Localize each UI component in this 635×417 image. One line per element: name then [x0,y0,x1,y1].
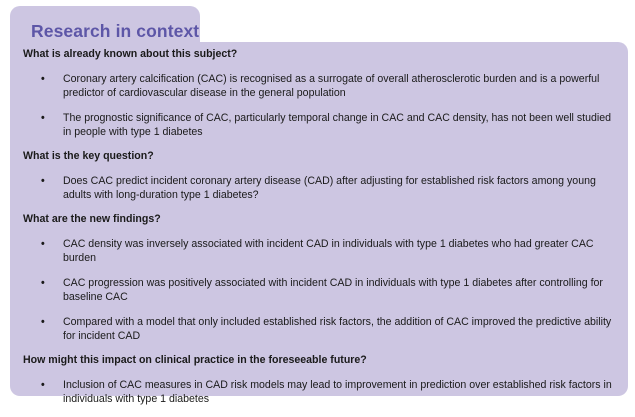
section-heading-known: What is already known about this subject? [23,48,238,60]
bullet-text: Inclusion of CAC measures in CAD risk models may lead to improvement in prediction over established risk factors in individuals with type 1 diabetes [63,379,612,405]
panel-content [23,47,621,417]
list-item [23,111,621,139]
bullet-dot: • [41,379,45,391]
list-item [23,276,621,304]
bullet-dot: • [41,238,45,250]
key-question-bullet-list [23,174,621,202]
section-heading-new-findings: What are the new findings? [23,213,161,225]
bullet-text: Coronary artery calcification (CAC) is recognised as a surrogate of overall atherosclerotic burden and is a powerful predictor of cardiovascular disease in the general population [63,73,600,99]
list-item [23,315,621,343]
section-heading-key-question: What is the key question? [23,150,154,162]
bullet-text: Compared with a model that only included established risk factors, the addition of CAC improved the predictive ability for incident CAD [63,316,612,342]
list-item [23,237,621,265]
bullet-text: Does CAC predict incident coronary artery disease (CAD) after adjusting for established risk factors among young adults with long-duration type 1 diabetes? [63,175,596,201]
bullet-dot: • [41,277,45,289]
new-findings-bullet-list [23,237,621,343]
bullet-dot: • [41,175,45,187]
known-bullet-list [23,72,621,139]
bullet-dot: • [41,316,45,328]
bullet-dot: • [41,73,45,85]
bullet-text: CAC density was inversely associated with incident CAD in individuals with type 1 diabetes who had greater CAC burden [63,238,594,264]
bullet-text: The prognostic significance of CAC, particularly temporal change in CAC and CAC density, has not been well studied in people with type 1 diabetes [63,112,612,138]
clinical-impact-bullet-list [23,378,621,406]
bullet-dot: • [41,112,45,124]
list-item [23,72,621,100]
box-title: Research in context [31,21,200,41]
list-item [23,174,621,202]
list-item [23,378,621,406]
bullet-text: CAC progression was positively associated with incident CAD in individuals with type 1 diabetes after controlling for baseline CAC [63,277,603,303]
section-heading-clinical-impact: How might this impact on clinical practice in the foreseeable future? [23,354,367,366]
